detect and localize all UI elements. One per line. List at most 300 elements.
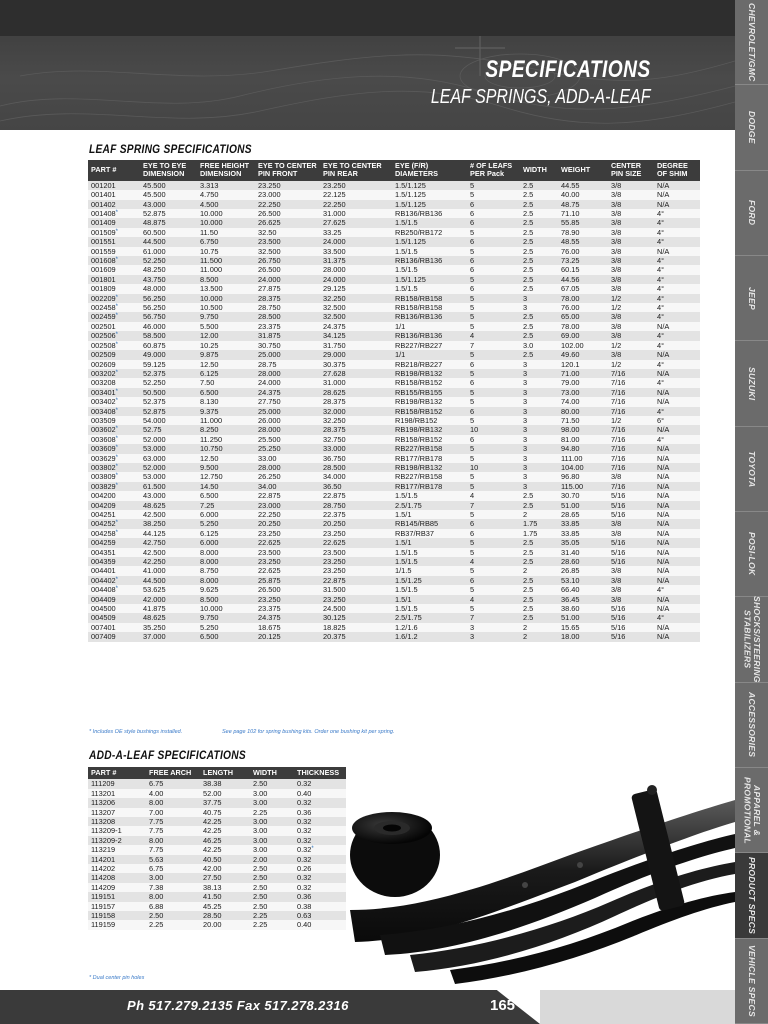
- leaf-cell: N/A: [654, 529, 700, 538]
- leaf-cell: 94.80: [558, 444, 608, 453]
- leaf-row: [88, 190, 700, 199]
- leaf-cell: N/A: [654, 510, 700, 519]
- leaf-row: [88, 510, 700, 519]
- leaf-cell: 9.625: [197, 585, 255, 594]
- leaf-cell: 6: [467, 519, 520, 528]
- leaf-cell: 7/16: [608, 369, 654, 378]
- contact-numbers: Ph 517.279.2135 Fax 517.278.2316: [127, 998, 349, 1013]
- leaf-cell: RB155/RB155: [392, 388, 467, 397]
- sidebar-tab-label: SHOCKS/STEERING STABILIZERS: [742, 596, 762, 683]
- leaf-cell: 5: [467, 369, 520, 378]
- leaf-cell: 2.5/1.75: [392, 613, 467, 622]
- leaf-cell: 28.375: [320, 397, 392, 406]
- aal-cell: 7.75: [146, 845, 200, 854]
- leaf-cell: 5: [467, 312, 520, 321]
- leaf-cell: 31.000: [320, 378, 392, 387]
- leaf-cell: 5: [467, 350, 520, 359]
- leaf-cell: 7/16: [608, 454, 654, 463]
- leaf-cell: 18.675: [255, 623, 320, 632]
- leaf-cell: 3/8: [608, 322, 654, 331]
- aal-cell: 8.00: [146, 798, 200, 807]
- leaf-cell: 49.60: [558, 350, 608, 359]
- leaf-cell: 3: [520, 294, 558, 303]
- leaf-cell: N/A: [654, 425, 700, 434]
- leaf-cell: 5: [467, 275, 520, 284]
- leaf-cell: 32.000: [320, 407, 392, 416]
- leaf-cell: 003609*: [88, 444, 140, 453]
- leaf-cell: 55.85: [558, 218, 608, 227]
- sidebar-tab[interactable]: [735, 512, 768, 597]
- leaf-row: [88, 341, 700, 350]
- leaf-cell: 43.000: [140, 491, 197, 500]
- leaf-cell: 9.750: [197, 312, 255, 321]
- aal-cell: 3.00: [250, 817, 294, 826]
- leaf-cell: 3: [520, 407, 558, 416]
- leaf-cell: 31.40: [558, 548, 608, 557]
- leaf-cell: 4°: [654, 256, 700, 265]
- leaf-cell: 44.500: [140, 237, 197, 246]
- leaf-row: [88, 435, 700, 444]
- leaf-cell: 1.6/1.2: [392, 632, 467, 641]
- leaf-cell: 5: [467, 181, 520, 190]
- leaf-cell: 24.375: [255, 388, 320, 397]
- aal-cell: 2.50: [146, 911, 200, 920]
- leaf-cell: 28.000: [320, 265, 392, 274]
- aal-note-dual-pin: * Dual center pin holes: [89, 975, 145, 981]
- leaf-cell: 004402*: [88, 576, 140, 585]
- sidebar-tab-label: JEEP: [747, 286, 758, 310]
- leaf-cell: 5: [467, 294, 520, 303]
- leaf-cell: 2.5: [520, 247, 558, 256]
- leaf-cell: 7.50: [197, 378, 255, 387]
- leaf-cell: 96.80: [558, 472, 608, 481]
- aal-cell: 119158: [88, 911, 146, 920]
- aal-cell: 42.25: [200, 817, 250, 826]
- leaf-cell: 23.000: [255, 190, 320, 199]
- leaf-cell: 5: [467, 585, 520, 594]
- leaf-cell: 1.2/1.6: [392, 623, 467, 632]
- leaf-cell: 003629*: [88, 454, 140, 463]
- leaf-col-header: EYE TO EYE DIMENSION: [140, 160, 197, 181]
- leaf-cell: 1.75: [520, 519, 558, 528]
- leaf-cell: 23.250: [320, 181, 392, 190]
- aal-cell: 3.00: [250, 826, 294, 835]
- leaf-cell: 7/16: [608, 425, 654, 434]
- leaf-cell: 52.250: [140, 378, 197, 387]
- leaf-cell: N/A: [654, 576, 700, 585]
- leaf-cell: 3/8: [608, 209, 654, 218]
- aal-cell: 0.63: [294, 911, 346, 920]
- leaf-cell: 35.05: [558, 538, 608, 547]
- leaf-cell: 7/16: [608, 378, 654, 387]
- leaf-cell: 6.000: [197, 538, 255, 547]
- leaf-row: [88, 181, 700, 190]
- leaf-row: [88, 444, 700, 453]
- leaf-cell: 52.875: [140, 209, 197, 218]
- leaf-cell: 5: [467, 604, 520, 613]
- leaf-cell: 36.45: [558, 595, 608, 604]
- leaf-cell: 1.5/1.5: [392, 218, 467, 227]
- leaf-cell: 11.50: [197, 228, 255, 237]
- leaf-cell: 004509: [88, 613, 140, 622]
- leaf-spring-section-title: LEAF SPRING SPECIFICATIONS: [89, 142, 252, 156]
- leaf-cell: 10: [467, 425, 520, 434]
- leaf-cell: 66.40: [558, 585, 608, 594]
- sidebar-tab-label: PRODUCT SPECS: [747, 856, 758, 935]
- leaf-cell: 52.250: [140, 256, 197, 265]
- aal-cell: 119157: [88, 902, 146, 911]
- leaf-cell: 2.5: [520, 265, 558, 274]
- leaf-cell: 1.5/1.5: [392, 557, 467, 566]
- add-a-leaf-table: [88, 767, 346, 930]
- leaf-cell: 5.500: [197, 322, 255, 331]
- leaf-cell: N/A: [654, 482, 700, 491]
- leaf-cell: 81.00: [558, 435, 608, 444]
- leaf-cell: 1.5/1.5: [392, 548, 467, 557]
- leaf-cell: 69.00: [558, 331, 608, 340]
- leaf-cell: 49.000: [140, 350, 197, 359]
- aal-cell: 0.40: [294, 789, 346, 798]
- aal-col-header: PART #: [88, 767, 146, 779]
- footer-light-strip: [540, 990, 735, 1024]
- leaf-cell: 2: [520, 510, 558, 519]
- leaf-cell: 58.500: [140, 331, 197, 340]
- leaf-cell: 6.500: [197, 632, 255, 641]
- leaf-cell: 4°: [654, 237, 700, 246]
- leaf-cell: 4: [467, 595, 520, 604]
- leaf-cell: 33.85: [558, 519, 608, 528]
- leaf-cell: N/A: [654, 557, 700, 566]
- leaf-cell: 79.00: [558, 378, 608, 387]
- leaf-cell: RB158/RB152: [392, 407, 467, 416]
- leaf-cell: 003809*: [88, 472, 140, 481]
- leaf-row: [88, 519, 700, 528]
- leaf-cell: RB250/RB172: [392, 228, 467, 237]
- leaf-cell: 26.000: [255, 416, 320, 425]
- leaf-row: [88, 284, 700, 293]
- aal-cell: 2.50: [250, 873, 294, 882]
- leaf-cell: 1/2: [608, 303, 654, 312]
- leaf-cell: 35.250: [140, 623, 197, 632]
- leaf-cell: 5/16: [608, 538, 654, 547]
- leaf-cell: 2.5: [520, 275, 558, 284]
- leaf-cell: 22.875: [255, 491, 320, 500]
- leaf-cell: RB198/RB132: [392, 397, 467, 406]
- leaf-cell: 76.00: [558, 303, 608, 312]
- leaf-col-header: # OF LEAFS PER Pack: [467, 160, 520, 181]
- leaf-cell: 1.5/1.125: [392, 275, 467, 284]
- leaf-cell: 003602*: [88, 425, 140, 434]
- aal-col-header: FREE ARCH: [146, 767, 200, 779]
- leaf-cell: 4°: [654, 294, 700, 303]
- leaf-cell: 004200: [88, 491, 140, 500]
- leaf-cell: N/A: [654, 463, 700, 472]
- leaf-cell: 1.5/1.5: [392, 604, 467, 613]
- leaf-cell: 5/16: [608, 548, 654, 557]
- leaf-cell: 2.5: [520, 548, 558, 557]
- aal-cell: 4.00: [146, 789, 200, 798]
- leaf-cell: 4°: [654, 228, 700, 237]
- aal-table-header: [88, 767, 346, 779]
- sidebar-tab-label: TOYOTA: [747, 450, 758, 488]
- leaf-cell: 20.250: [255, 519, 320, 528]
- leaf-cell: 52.375: [140, 369, 197, 378]
- aal-cell: 0.32: [294, 883, 346, 892]
- leaf-cell: 71.00: [558, 369, 608, 378]
- leaf-cell: 32.750: [320, 435, 392, 444]
- leaf-cell: 3/8: [608, 181, 654, 190]
- leaf-cell: 74.00: [558, 397, 608, 406]
- aal-cell: 6.75: [146, 864, 200, 873]
- leaf-cell: 23.250: [320, 529, 392, 538]
- leaf-cell: 6.500: [197, 491, 255, 500]
- sidebar-tab[interactable]: [735, 853, 768, 938]
- leaf-cell: 2.5: [520, 595, 558, 604]
- leaf-cell: 24.000: [255, 378, 320, 387]
- leaf-row: [88, 388, 700, 397]
- leaf-cell: 24.000: [255, 275, 320, 284]
- leaf-cell: 6: [467, 576, 520, 585]
- aal-row: [88, 855, 346, 864]
- leaf-row: [88, 350, 700, 359]
- leaf-cell: 6°: [654, 416, 700, 425]
- leaf-cell: 1/1: [392, 350, 467, 359]
- aal-cell: 40.75: [200, 808, 250, 817]
- leaf-cell: 5: [467, 482, 520, 491]
- leaf-cell: 10.25: [197, 341, 255, 350]
- leaf-cell: 22.250: [255, 200, 320, 209]
- leaf-cell: 002209*: [88, 294, 140, 303]
- leaf-cell: 2.5: [520, 350, 558, 359]
- leaf-row: [88, 491, 700, 500]
- leaf-cell: 001801: [88, 275, 140, 284]
- sidebar-tab[interactable]: [735, 427, 768, 512]
- sidebar-tab[interactable]: [735, 939, 768, 1024]
- leaf-cell: 5: [467, 322, 520, 331]
- leaf-row: [88, 529, 700, 538]
- leaf-cell: N/A: [654, 388, 700, 397]
- leaf-cell: 6: [467, 237, 520, 246]
- leaf-cell: 40.00: [558, 190, 608, 199]
- sidebar-tab[interactable]: [735, 768, 768, 853]
- leaf-cell: 24.000: [320, 237, 392, 246]
- leaf-cell: 001408*: [88, 209, 140, 218]
- leaf-cell: 11.000: [197, 265, 255, 274]
- leaf-cell: 1.5/1: [392, 538, 467, 547]
- leaf-cell: 27.750: [255, 397, 320, 406]
- aal-cell: 114201: [88, 855, 146, 864]
- leaf-cell: 22.375: [320, 510, 392, 519]
- leaf-cell: 31.875: [255, 331, 320, 340]
- sidebar-tab[interactable]: [735, 341, 768, 426]
- leaf-cell: 67.05: [558, 284, 608, 293]
- leaf-cell: 32.50: [255, 228, 320, 237]
- leaf-row: [88, 247, 700, 256]
- aal-cell: 3.00: [146, 873, 200, 882]
- sidebar-tab[interactable]: [735, 171, 768, 256]
- leaf-cell: 42.500: [140, 548, 197, 557]
- leaf-cell: 43.000: [140, 200, 197, 209]
- leaf-cell: 42.000: [140, 595, 197, 604]
- leaf-cell: N/A: [654, 190, 700, 199]
- leaf-cell: 2: [520, 632, 558, 641]
- leaf-row: [88, 425, 700, 434]
- leaf-cell: 80.00: [558, 407, 608, 416]
- leaf-cell: 003402*: [88, 397, 140, 406]
- leaf-row: [88, 454, 700, 463]
- leaf-cell: 28.500: [320, 463, 392, 472]
- leaf-cell: 6: [467, 256, 520, 265]
- leaf-cell: 001409: [88, 218, 140, 227]
- leaf-cell: 7/16: [608, 435, 654, 444]
- leaf-cell: 1.5/1.5: [392, 585, 467, 594]
- leaf-cell: 2: [520, 623, 558, 632]
- leaf-cell: 33.000: [320, 444, 392, 453]
- leaf-cell: 34.00: [255, 482, 320, 491]
- leaf-row: [88, 416, 700, 425]
- leaf-cell: 3/8: [608, 284, 654, 293]
- leaf-cell: 1/2: [608, 360, 654, 369]
- leaf-cell: R198/RB152: [392, 416, 467, 425]
- leaf-cell: 8.000: [197, 548, 255, 557]
- leaf-cell: 28.000: [255, 425, 320, 434]
- aal-row: [88, 873, 346, 882]
- leaf-cell: 31.000: [320, 209, 392, 218]
- leaf-cell: RB218/RB227: [392, 360, 467, 369]
- leaf-row: [88, 407, 700, 416]
- leaf-cell: 4°: [654, 407, 700, 416]
- leaf-cell: 6.125: [197, 369, 255, 378]
- aal-row: [88, 845, 346, 854]
- leaf-cell: 4: [467, 331, 520, 340]
- leaf-cell: 23.500: [255, 548, 320, 557]
- leaf-cell: 3/8: [608, 519, 654, 528]
- leaf-cell: 60.15: [558, 265, 608, 274]
- leaf-col-header: WIDTH: [520, 160, 558, 181]
- leaf-col-header: DEGREE OF SHIM: [654, 160, 700, 181]
- leaf-cell: 003509: [88, 416, 140, 425]
- leaf-cell: 22.875: [320, 491, 392, 500]
- aal-row: [88, 798, 346, 807]
- leaf-cell: N/A: [654, 491, 700, 500]
- leaf-row: [88, 200, 700, 209]
- sidebar-tab-label: FORD: [747, 200, 758, 226]
- leaf-cell: 23.250: [320, 557, 392, 566]
- leaf-cell: 7: [467, 341, 520, 350]
- leaf-cell: 22.625: [255, 538, 320, 547]
- aal-cell: 2.50: [250, 883, 294, 892]
- leaf-cell: 2.5: [520, 491, 558, 500]
- leaf-spring-product-image: [340, 760, 735, 990]
- leaf-cell: 4°: [654, 209, 700, 218]
- leaf-cell: 001559: [88, 247, 140, 256]
- leaf-cell: 6: [467, 435, 520, 444]
- leaf-cell: 46.000: [140, 322, 197, 331]
- leaf-cell: 12.750: [197, 472, 255, 481]
- leaf-cell: 10.000: [197, 604, 255, 613]
- leaf-cell: 2.5: [520, 200, 558, 209]
- aal-cell: 119159: [88, 920, 146, 929]
- leaf-row: [88, 294, 700, 303]
- leaf-col-header: EYE TO CENTER PIN FRONT: [255, 160, 320, 181]
- leaf-cell: 4.500: [197, 200, 255, 209]
- leaf-cell: N/A: [654, 538, 700, 547]
- leaf-cell: RB136/RB136: [392, 312, 467, 321]
- leaf-cell: 1/2: [608, 416, 654, 425]
- sidebar-tab[interactable]: [735, 683, 768, 768]
- leaf-cell: 60.500: [140, 228, 197, 237]
- aal-row: [88, 826, 346, 835]
- leaf-cell: 4: [467, 491, 520, 500]
- leaf-cell: 48.625: [140, 501, 197, 510]
- leaf-cell: 4.750: [197, 190, 255, 199]
- leaf-row: [88, 228, 700, 237]
- aal-cell: 119151: [88, 892, 146, 901]
- leaf-cell: RB145/RB85: [392, 519, 467, 528]
- leaf-cell: 5: [467, 397, 520, 406]
- leaf-cell: 002458*: [88, 303, 140, 312]
- leaf-cell: 7/16: [608, 388, 654, 397]
- leaf-cell: 11.250: [197, 435, 255, 444]
- leaf-cell: 6.125: [197, 529, 255, 538]
- leaf-cell: RB177/RB178: [392, 482, 467, 491]
- aal-cell: 3.00: [250, 845, 294, 854]
- leaf-cell: 33.00: [255, 454, 320, 463]
- aal-cell: 0.38: [294, 902, 346, 911]
- leaf-cell: 6: [467, 529, 520, 538]
- leaf-cell: 26.625: [255, 218, 320, 227]
- leaf-cell: 28.375: [255, 294, 320, 303]
- sidebar-tab[interactable]: [735, 256, 768, 341]
- leaf-cell: 7: [467, 501, 520, 510]
- sidebar-tab[interactable]: [735, 597, 768, 682]
- aal-cell: 113207: [88, 808, 146, 817]
- aal-cell: 42.25: [200, 826, 250, 835]
- leaf-cell: 8.250: [197, 425, 255, 434]
- leaf-cell: N/A: [654, 247, 700, 256]
- aal-cell: 0.40: [294, 920, 346, 929]
- leaf-cell: 3.0: [520, 341, 558, 350]
- leaf-cell: 10.000: [197, 218, 255, 227]
- sidebar-tab-label: POSI-LOK: [747, 532, 758, 576]
- leaf-cell: 10.750: [197, 444, 255, 453]
- leaf-col-header: CENTER PIN SIZE: [608, 160, 654, 181]
- leaf-cell: 5: [467, 190, 520, 199]
- leaf-cell: 001402: [88, 200, 140, 209]
- leaf-cell: 33.25: [320, 228, 392, 237]
- leaf-cell: N/A: [654, 181, 700, 190]
- leaf-cell: 004408*: [88, 585, 140, 594]
- aal-row: [88, 911, 346, 920]
- aal-row: [88, 892, 346, 901]
- leaf-cell: 2.5: [520, 331, 558, 340]
- sidebar-tab[interactable]: [735, 85, 768, 170]
- leaf-cell: 18.00: [558, 632, 608, 641]
- leaf-cell: 6: [467, 265, 520, 274]
- leaf-cell: 61.000: [140, 247, 197, 256]
- leaf-cell: 4°: [654, 341, 700, 350]
- leaf-cell: 29.000: [320, 350, 392, 359]
- leaf-cell: 2.5: [520, 613, 558, 622]
- leaf-cell: 3/8: [608, 247, 654, 256]
- leaf-cell: 5/16: [608, 510, 654, 519]
- leaf-cell: 48.625: [140, 613, 197, 622]
- leaf-row: [88, 275, 700, 284]
- leaf-cell: 3/8: [608, 218, 654, 227]
- leaf-cell: RB227/RB158: [392, 472, 467, 481]
- leaf-cell: 73.00: [558, 388, 608, 397]
- sidebar-tab[interactable]: [735, 0, 768, 85]
